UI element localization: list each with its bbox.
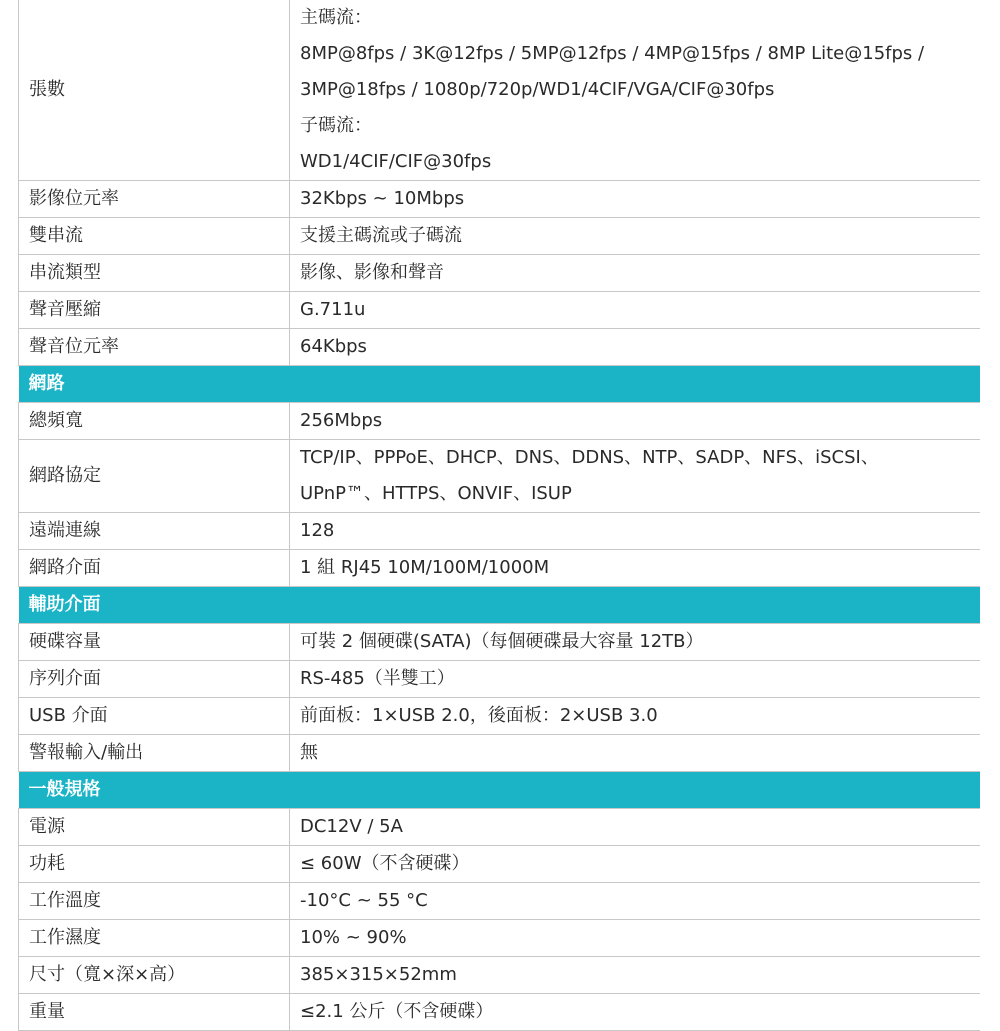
spec-value: ≤ 60W（不含硬碟） (290, 846, 981, 883)
spec-value: 支援主碼流或子碼流 (290, 218, 981, 255)
spec-row-protocols (19, 440, 981, 513)
spec-row-operating-temperature (19, 883, 981, 920)
spec-label: 聲音位元率 (19, 329, 290, 366)
spec-value: ≤2.1 公斤（不含硬碟） (290, 994, 981, 1031)
spec-row-video-bitrate (19, 181, 981, 218)
spec-value (290, 440, 981, 513)
spec-value: 可裝 2 個硬碟(SATA)（每個硬碟最大容量 12TB） (290, 624, 981, 661)
value-line: 子碼流： (300, 115, 372, 136)
value-line: UPnP™、HTTPS、ONVIF、ISUP (300, 483, 572, 504)
spec-row-operating-humidity (19, 920, 981, 957)
spec-row-network-interface (19, 550, 981, 587)
spec-row-audio-compression (19, 292, 981, 329)
spec-value: RS-485（半雙工） (290, 661, 981, 698)
value-line: 3MP@18fps / 1080p/720p/WD1/4CIF/VGA/CIF@30fps (300, 79, 775, 100)
section-header-general (19, 772, 981, 809)
spec-label: 遠端連線 (19, 513, 290, 550)
spec-row-dual-stream (19, 218, 981, 255)
spec-row-stream-type (19, 255, 981, 292)
spec-value: 256Mbps (290, 403, 981, 440)
value-line: WD1/4CIF/CIF@30fps (300, 151, 492, 172)
spec-label: 工作溫度 (19, 883, 290, 920)
section-title: 一般規格 (28, 779, 101, 800)
spec-value: DC12V / 5A (290, 809, 981, 846)
section-title: 網路 (28, 373, 65, 394)
spec-table (18, 0, 980, 1031)
section-header-auxiliary (19, 587, 981, 624)
spec-row-hdd-capacity (19, 624, 981, 661)
spec-row-bandwidth (19, 403, 981, 440)
spec-value: -10°C ~ 55 °C (290, 883, 981, 920)
spec-value: 385×315×52mm (290, 957, 981, 994)
spec-label: 總頻寬 (19, 403, 290, 440)
spec-row-weight (19, 994, 981, 1031)
spec-row-usb-interface (19, 698, 981, 735)
spec-value: 32Kbps ~ 10Mbps (290, 181, 981, 218)
spec-label: 串流類型 (19, 255, 290, 292)
spec-value: G.711u (290, 292, 981, 329)
section-header (19, 587, 981, 624)
spec-row-dimensions (19, 957, 981, 994)
spec-value: 128 (290, 513, 981, 550)
spec-label: 聲音壓縮 (19, 292, 290, 329)
spec-row-remote-connections (19, 513, 981, 550)
spec-row-alarm-io (19, 735, 981, 772)
spec-label: 雙串流 (19, 218, 290, 255)
spec-label: 張數 (19, 0, 290, 181)
section-header (19, 366, 981, 403)
spec-label: 影像位元率 (19, 181, 290, 218)
spec-label: 重量 (19, 994, 290, 1031)
value-line: 主碼流： (300, 7, 372, 28)
spec-label: 硬碟容量 (19, 624, 290, 661)
spec-value (290, 0, 981, 181)
section-header-network (19, 366, 981, 403)
spec-value: 10% ~ 90% (290, 920, 981, 957)
spec-label: 尺寸（寬×深×高） (19, 957, 290, 994)
spec-value: 影像、影像和聲音 (290, 255, 981, 292)
spec-row-resolution (19, 0, 981, 181)
spec-value: 無 (290, 735, 981, 772)
spec-label: 電源 (19, 809, 290, 846)
spec-value: 1 組 RJ45 10M/100M/1000M (290, 550, 981, 587)
spec-row-power (19, 809, 981, 846)
spec-label: 工作濕度 (19, 920, 290, 957)
section-header (19, 772, 981, 809)
value-line: TCP/IP、PPPoE、DHCP、DNS、DDNS、NTP、SADP、NFS、iSCSI、 (300, 447, 879, 468)
value-line: 8MP@8fps / 3K@12fps / 5MP@12fps / 4MP@15fps / 8MP Lite@15fps / (300, 43, 925, 64)
spec-label: 網路協定 (19, 440, 290, 513)
spec-row-audio-bitrate (19, 329, 981, 366)
spec-label: USB 介面 (19, 698, 290, 735)
spec-label: 序列介面 (19, 661, 290, 698)
spec-value: 64Kbps (290, 329, 981, 366)
spec-value: 前面板：1×USB 2.0，後面板：2×USB 3.0 (290, 698, 981, 735)
spec-row-serial-interface (19, 661, 981, 698)
spec-label: 警報輸入/輸出 (19, 735, 290, 772)
spec-row-power-consumption (19, 846, 981, 883)
spec-label: 功耗 (19, 846, 290, 883)
section-title: 輔助介面 (28, 594, 101, 615)
spec-label: 網路介面 (19, 550, 290, 587)
